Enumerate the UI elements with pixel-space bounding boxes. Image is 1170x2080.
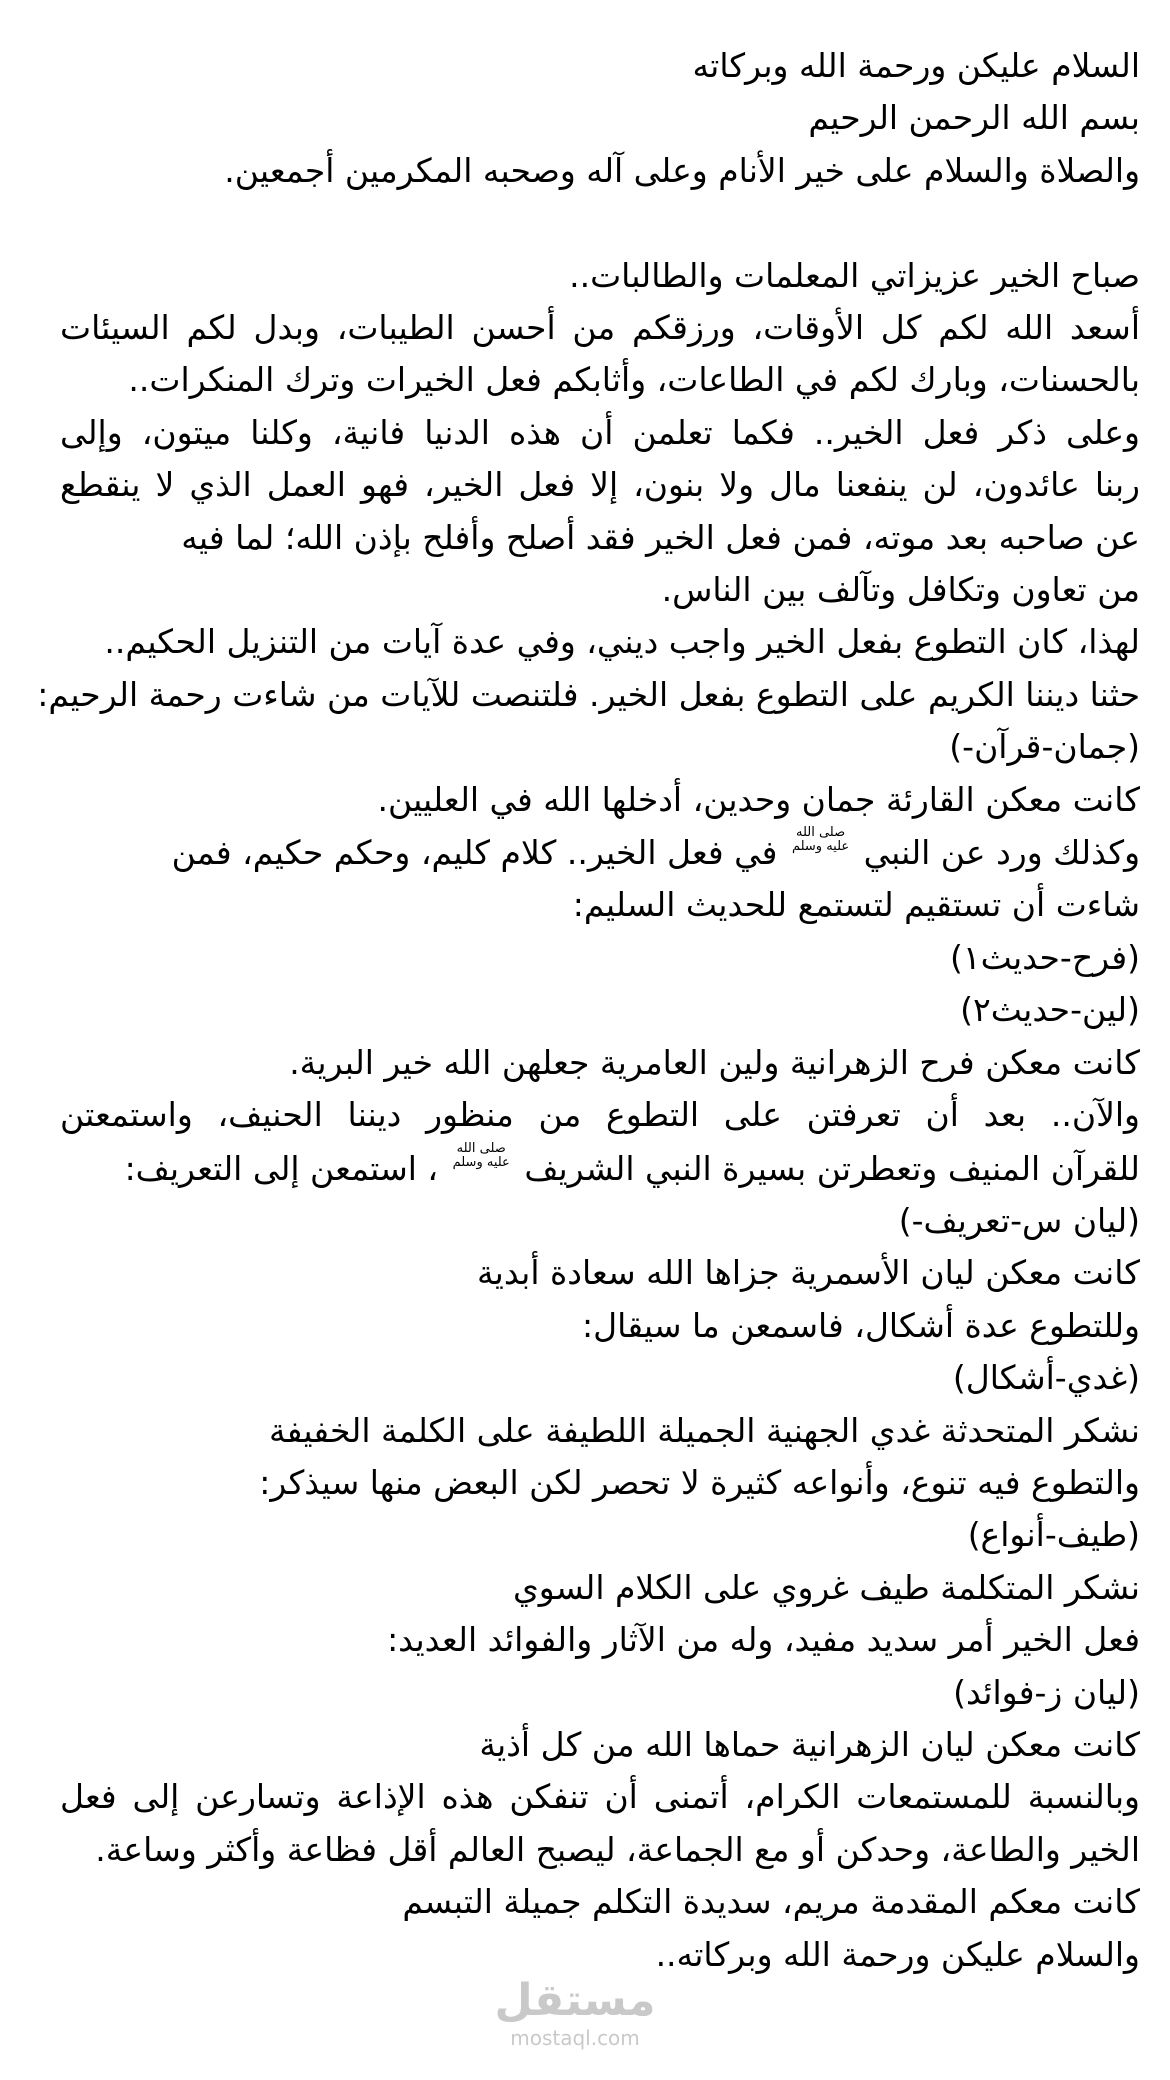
text-line: من تعاون وتكافل وتآلف بين الناس. bbox=[661, 570, 1140, 610]
text-line: لهذا، كان التطوع بفعل الخير واجب ديني، وفي عدة آيات من التنزيل الحكيم.. bbox=[104, 622, 1140, 662]
text-line: وبالنسبة للمستمعات الكرام، أتمنى أن تنفكن هذه الإذاعة وتسارعن إلى فعل bbox=[60, 1777, 1140, 1817]
text-line: (لين-حديث٢) bbox=[960, 990, 1140, 1030]
text-line: والآن.. بعد أن تعرفتن على التطوع من منظور ديننا الحنيف، واستمعتن bbox=[60, 1095, 1140, 1135]
text-line: والسلام عليكن ورحمة الله وبركاته.. bbox=[655, 1934, 1140, 1974]
text-line: صباح الخير عزيزاتي المعلمات والطالبات.. bbox=[569, 255, 1140, 295]
text-line: أسعد الله لكم كل الأوقات، ورزقكم من أحسن الطيبات، وبدل لكم السيئات bbox=[60, 308, 1140, 348]
text-line: (فرح-حديث١) bbox=[950, 937, 1140, 977]
watermark-domain: mostaql.com bbox=[510, 2026, 640, 2050]
mostaql-watermark bbox=[485, 1975, 665, 2049]
text-line: (جمان-قرآن-) bbox=[949, 727, 1140, 767]
text-segment: في فعل الخير.. كلام كليم، وحكم حكيم، فمن bbox=[171, 833, 778, 873]
text-line: نشكر المتحدثة غدي الجهنية الجميلة اللطيفة على الكلمة الخفيفة bbox=[268, 1410, 1140, 1450]
text-line: عن صاحبه بعد موته، فمن فعل الخير فقد أصلح وأفلح بإذن الله؛ لما فيه bbox=[181, 517, 1140, 557]
text-line: كانت معكن القارئة جمان وحدين، أدخلها الله في العليين. bbox=[377, 779, 1140, 819]
text-line: نشكر المتكلمة طيف غروي على الكلام السوي bbox=[512, 1567, 1140, 1607]
text-segment: وكذلك ورد عن النبي bbox=[863, 833, 1140, 873]
text-line: كانت معكن ليان الزهرانية حماها الله من كل أذية bbox=[479, 1724, 1140, 1764]
text-line bbox=[60, 1142, 1140, 1195]
text-line: (غدي-أشكال) bbox=[952, 1358, 1140, 1398]
honorific-top: صلى الله bbox=[795, 825, 846, 841]
text-line: كانت معكن فرح الزهرانية ولين العامرية جعلهن الله خير البرية. bbox=[289, 1042, 1140, 1082]
text-line: شاءت أن تستقيم لتستمع للحديث السليم: bbox=[572, 885, 1140, 925]
text-line: وعلى ذكر فعل الخير.. فكما تعلمن أن هذه الدنيا فانية، وكلنا ميتون، وإلى bbox=[60, 412, 1140, 452]
text-line: الخير والطاعة، وحدكن أو مع الجماعة، ليصبح العالم أقل فظاعة وأكثر وساعة. bbox=[95, 1829, 1140, 1869]
honorific-glyph bbox=[792, 826, 849, 854]
honorific-bottom: عليه وسلم bbox=[452, 1154, 510, 1170]
honorific-bottom: عليه وسلم bbox=[791, 839, 850, 855]
honorific-glyph bbox=[453, 1142, 510, 1170]
text-segment: للقرآن المنيف وتعطرتن بسيرة النبي الشريف bbox=[524, 1148, 1140, 1188]
text-line: بالحسنات، وبارك لكم في الطاعات، وأثابكم فعل الخيرات وترك المنكرات.. bbox=[128, 360, 1140, 400]
text-line: كانت معكم المقدمة مريم، سديدة التكلم جميلة التبسم bbox=[402, 1882, 1140, 1922]
text-line: والتطوع فيه تنوع، وأنواعه كثيرة لا تحصر لكن البعض منها سيذكر: bbox=[259, 1462, 1140, 1502]
text-line: (ليان س-تعريف-) bbox=[898, 1200, 1140, 1240]
text-line: السلام عليكن ورحمة الله وبركاته bbox=[692, 46, 1140, 85]
text-line: وللتطوع عدة أشكال، فاسمعن ما سيقال: bbox=[582, 1305, 1140, 1345]
text-line: بسم الله الرحمن الرحيم bbox=[808, 98, 1140, 138]
text-line: والصلاة والسلام على خير الأنام وعلى آله وصحبه المكرمين أجمعين. bbox=[224, 150, 1140, 190]
text-line: فعل الخير أمر سديد مفيد، وله من الآثار والفوائد العديد: bbox=[387, 1620, 1140, 1660]
text-line bbox=[60, 826, 1140, 879]
text-line: ربنا عائدون، لن ينفعنا مال ولا بنون، إلا فعل الخير، فهو العمل الذي لا ينقطع bbox=[60, 465, 1140, 505]
text-line: (ليان ز-فوائد) bbox=[953, 1672, 1140, 1712]
text-line: حثنا ديننا الكريم على التطوع بفعل الخير. فلتنصت للآيات من شاءت رحمة الرحيم: bbox=[37, 674, 1140, 714]
blank-line bbox=[60, 197, 1140, 249]
honorific-top: صلى الله bbox=[456, 1140, 506, 1156]
document-body bbox=[37, 40, 1140, 1981]
text-segment: ، استمعن إلى التعريف: bbox=[124, 1148, 439, 1188]
text-line: كانت معكن ليان الأسمرية جزاها الله سعادة أبدية bbox=[476, 1253, 1140, 1293]
watermark-logo: مستقل bbox=[494, 1975, 656, 2026]
text-line: (طيف-أنواع) bbox=[967, 1515, 1140, 1555]
